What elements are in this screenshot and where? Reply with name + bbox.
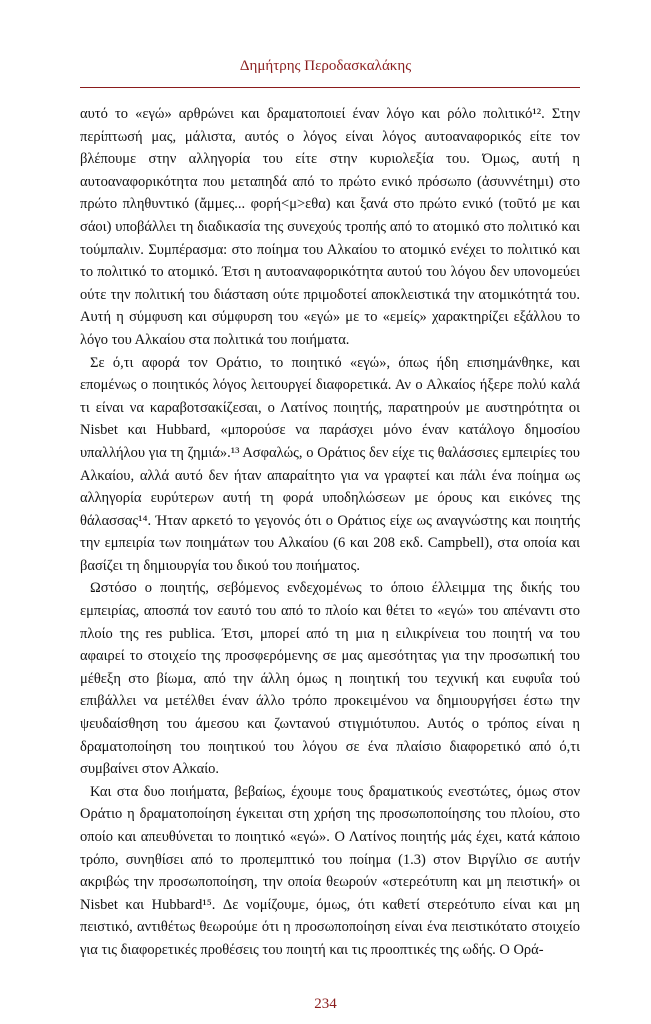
paragraph-4: Και στα δυο ποιήματα, βεβαίως, έχουμε τους δραματικούς ενεστώτες, όμως στον Οράτιο η δραματοποίηση έγκειται στη χρήση της προσωποποίησης του πλοίου, στο οποίο και απευθύνεται το ποιητικό «εγώ». Ο Λατίνος ποιητής μάς έχει, κατά κάποιο τρόπο, συνηθίσει από το προπεμπτικό του ποίημα (1.3) στον Βιργίλιο σε αυτήν ακριβώς την προσωποποίηση, την οποία θεωρούν «στερεότυπη και μη πειστική» οι Nisbet και Hubbard¹⁵. Δε νομίζουμε, όμως, ότι καθετί στερεότυπο είναι και μη πειστικό, αντιθέτως θεωρούμε ότι η προσωποποίηση είναι ένα πειστικότατο στοιχείο για τις διαφορετικές προθέσεις του ποιητή και τις προοπτικές της ωδής. Ο Ορά- bbox=[80, 783, 580, 958]
paragraph-1: αυτό το «εγώ» αρθρώνει και δραματοποιεί έναν λόγο και ρόλο πολιτικό¹². Στην περίπτωσή μας, μάλιστα, αυτός ο λόγος είναι λόγος αυτοαναφορικός είτε τον βλέπουμε στην αλληγορία του είτε στην κυριολεξία του. Όμως, αυτή η αυτοαναφορικότητα που μεταπηδά από το πρώτο ενικό πρόσωπο (ἀσυννέτημι) στο πρώτο πληθυντικό (ἄμμες... φορή<μ>εθα) και ξανά στο πρώτο ενικό (τοῦτό με και σάοι) υποβάλλει τη διαδικασία της συνεχούς τροπής από το ατομικό στο πολιτικό και τούμπαλιν. Συμπέρασμα: στο ποίημα του Αλκαίου το ατομικό ενέχει το πολιτικό και το πολιτικό το ατομικό. Έτσι η αυτοαναφορικότητα αυτού του λόγου δεν υπονομεύει ούτε την πολιτική του διάσταση ούτε πριμοδοτεί αποκλειστικά την ατομικότητά του. Αυτή η σύμφυση και σύμφυρση του «εγώ» με το «εμείς» χαρακτηρίζει εξάλλου το λόγο του Αλκαίου στα πολιτικά του ποιήματα. bbox=[80, 106, 580, 348]
page-number: 234 bbox=[314, 996, 337, 1012]
header-divider bbox=[80, 87, 580, 88]
running-header: Δημήτρης Περοδασκαλάκης bbox=[239, 58, 412, 74]
body-text bbox=[80, 103, 580, 962]
paragraph-2: Σε ό,τι αφορά τον Οράτιο, το ποιητικό «εγώ», όπως ήδη επισημάνθηκε, και επομένως ο ποιητικός λόγος λειτουργεί διαφορετικά. Αν ο Αλκαίος ήξερε πολύ καλά τι είναι να καραβοτσακίζεσαι, ο Λατίνος ποιητής, παρατηρούν με αυστηρότητα οι Nisbet και Hubbard, «μπορούσε να παράσχει μόνο έναν κατάλογο δημοσίου υπαλλήλου για τη ζημιά».¹³ Ασφαλώς, ο Οράτιος δεν είχε τις θαλάσσιες εμπειρίες του Αλκαίου, αλλά αυτό δεν ήταν απαραίτητο για να γραφτεί και πάλι ένα ποίημα ως αλληγορία ευρύτερων αυτή τη φορά υποδηλώσεων με όρους και εικόνες της θάλασσας¹⁴. Ήταν αρκετό το γεγονός ότι ο Οράτιος είχε ως αναγνώστης και ποιητής την εμπειρία των ποιημάτων του Αλκαίου (6 και 208 εκδ. Campbell), στα οποία και βασίζει τη δημιουργία του δικού του ποιήματος. bbox=[80, 354, 580, 574]
paragraph-3: Ωστόσο ο ποιητής, σεβόμενος ενδεχομένως το όποιο έλλειμμα της δικής του εμπειρίας, αποσπά τον εαυτό του από το πλοίο και θέτει το «εγώ» του απέναντι στο πλοίο της res publica. Έτσι, μπορεί από τη μια η ειλικρίνεια του ποιητή να του αφαιρεί το στοιχείο της προσφερόμενης σε μας αμεσότητας για την προσωπική του μέθεξη στο βίωμα, από την άλλη όμως η ποιητική του τεχνική και ευφυΐα τού επιβάλλει να μετέλθει έναν άλλο τρόπο προκειμένου να δημιουργήσει έστω την ψευδαίσθηση του άμεσου και ζωντανού στιγμιότυπου. Αυτός ο τρόπος είναι η δραματοποίηση του ποιητικού του λόγου σε ένα πλαίσιο διαφορετικό από ό,τι συμβαίνει στον Αλκαίο. bbox=[80, 580, 580, 778]
